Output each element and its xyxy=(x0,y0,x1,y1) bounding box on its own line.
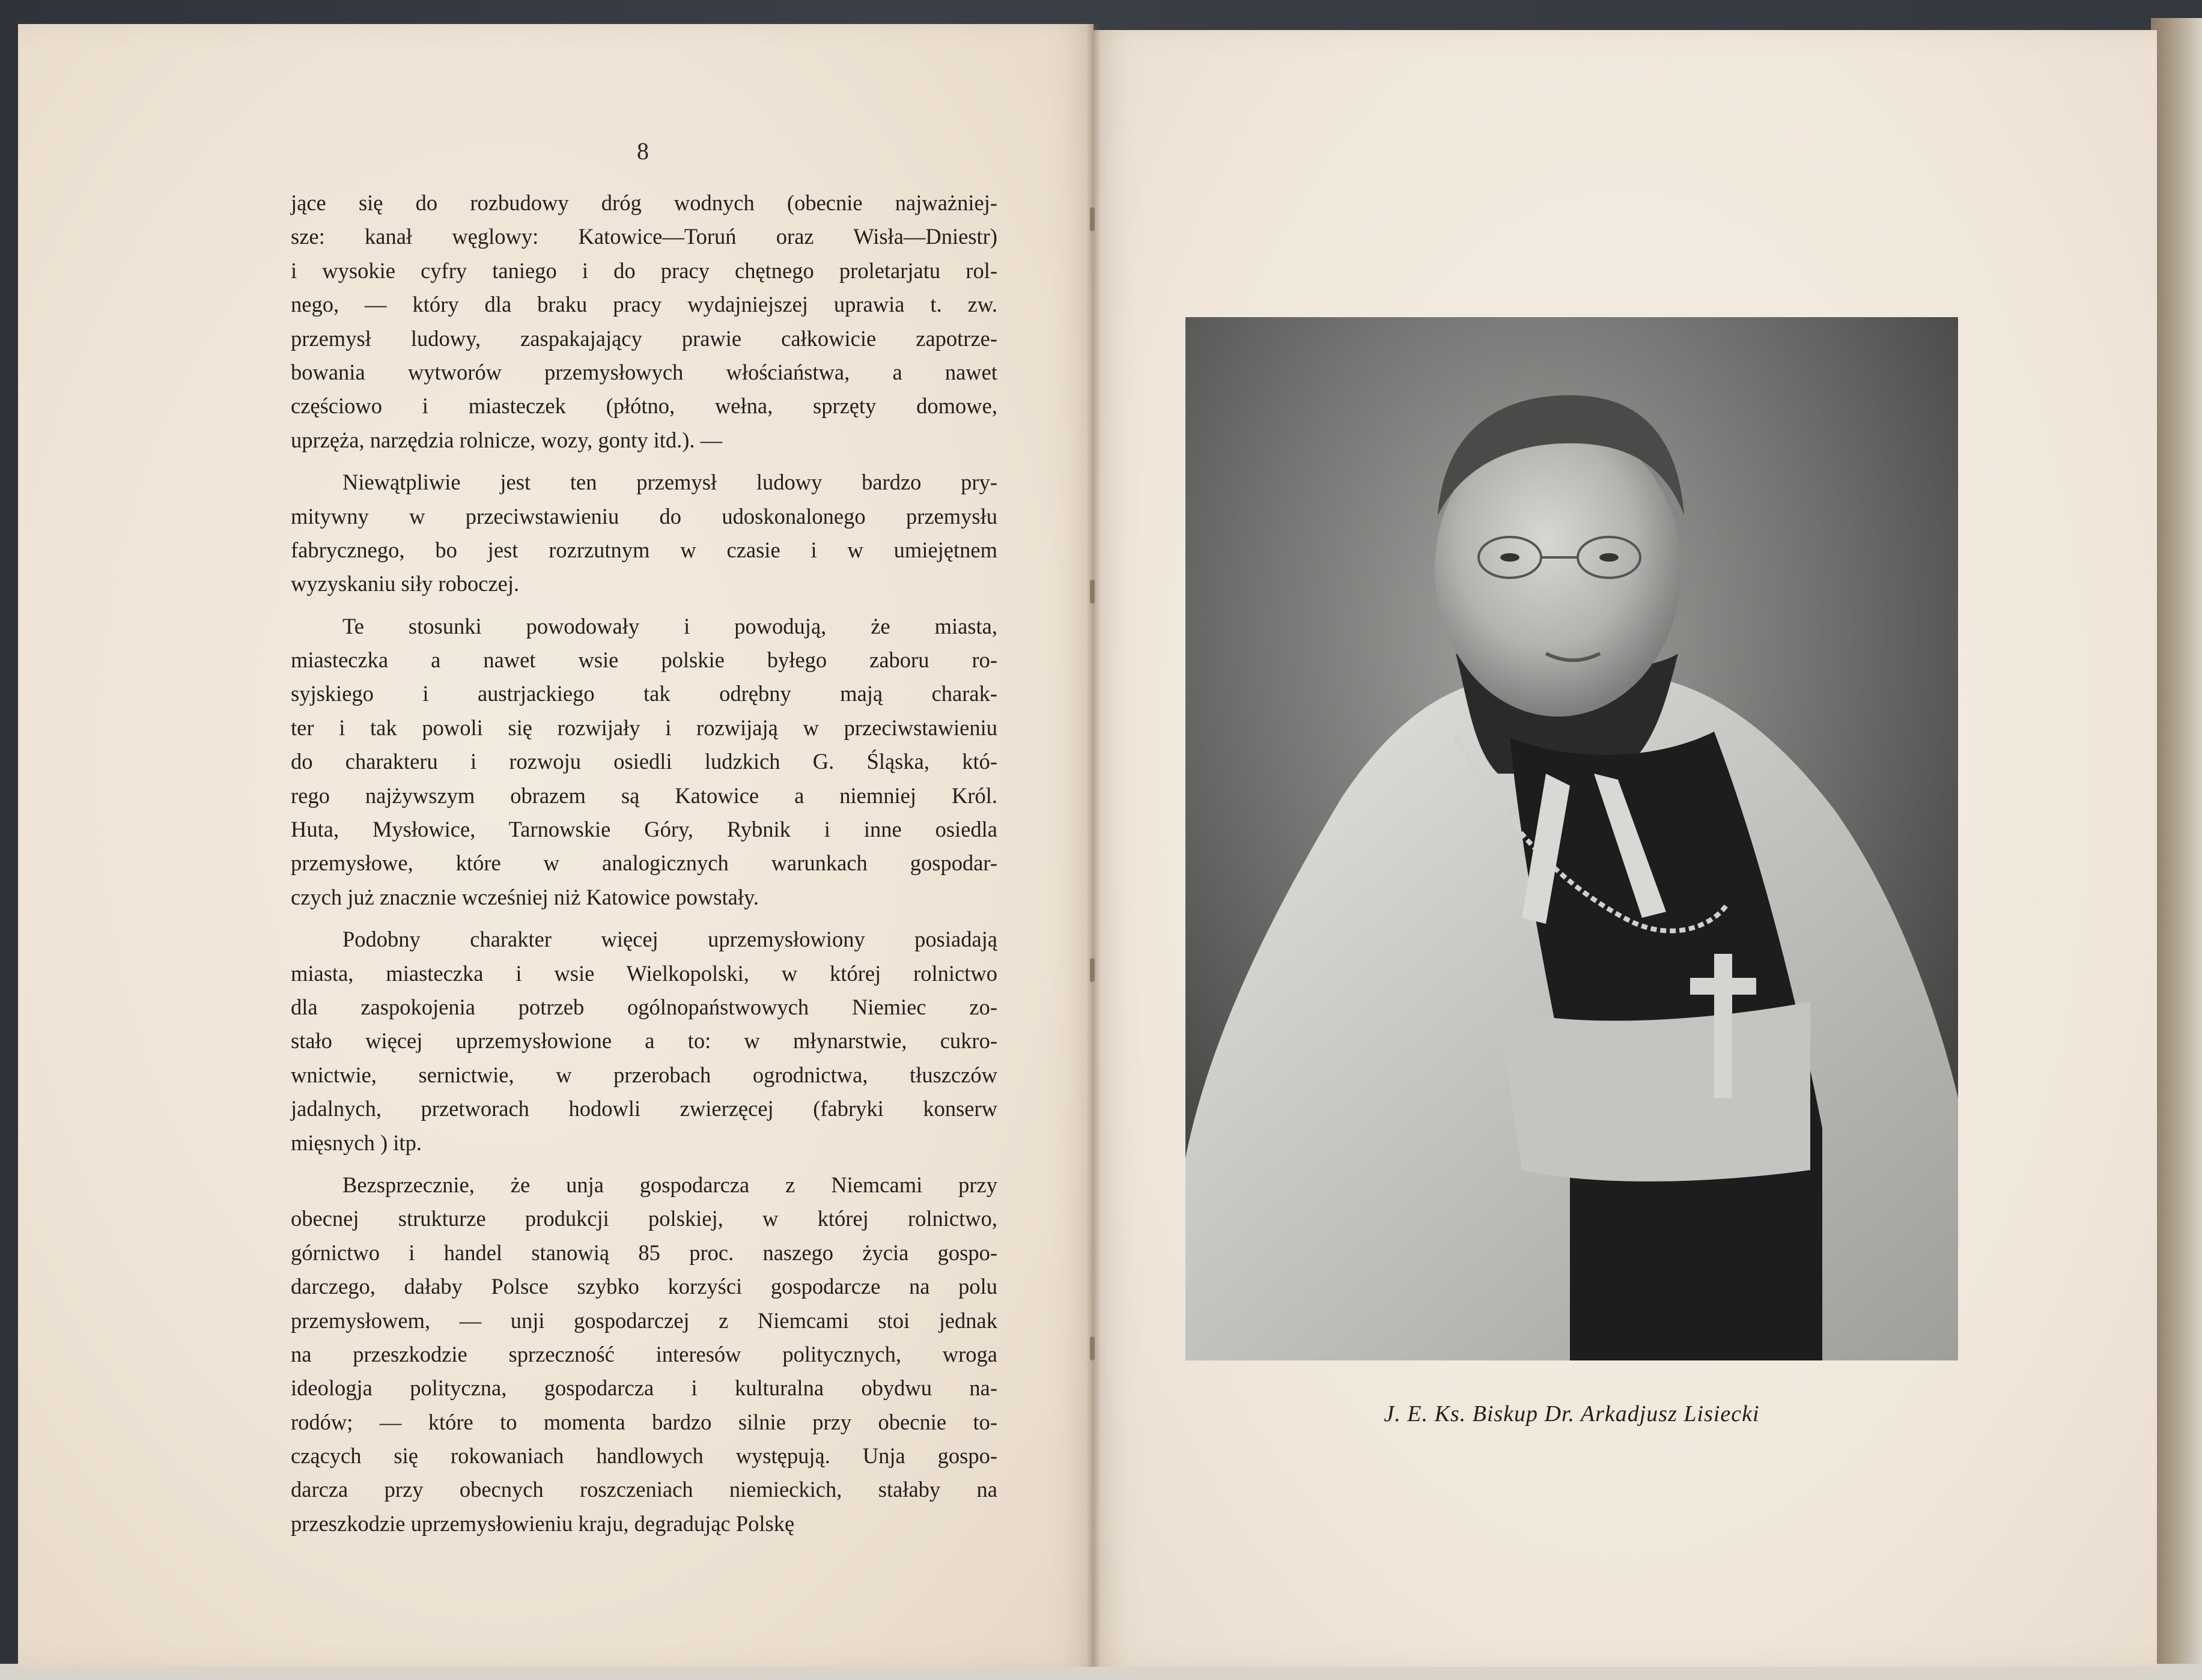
text-line: obecnej strukturze produkcji polskiej, w której rolnictwo, xyxy=(291,1206,997,1231)
text-line: ideologja polityczna, gospodarcza i kulturalna obydwu na- xyxy=(291,1375,997,1401)
text-line: stało więcej uprzemysłowione a to: w młynarstwie, cukro- xyxy=(291,1028,997,1054)
text-line: miasta, miasteczka i wsie Wielkopolski, w której rolnictwo xyxy=(291,960,997,986)
text-line: rego najżywszym obrazem są Katowice a niemniej Król. xyxy=(291,783,997,808)
text-line: jące się do rozbudowy dróg wodnych (obecnie najważniej- xyxy=(291,190,997,215)
text-line: jadalnych, przetworach hodowli zwierzęcej (fabryki konserw xyxy=(291,1096,997,1121)
text-line: do charakteru i rozwoju osiedli ludzkich G. Śląska, któ- xyxy=(291,749,997,774)
text-line: Te stosunki powodowały i powodują, że miasta, xyxy=(342,613,997,638)
page-number: 8 xyxy=(637,138,649,165)
text-line: czących się rokowaniach handlowych występują. Unja gospo- xyxy=(291,1443,997,1469)
text-line: wyzyskaniu siły roboczej. xyxy=(291,571,520,596)
text-line: sze: kanał węglowy: Katowice—Toruń oraz Wisła—Dniestr) xyxy=(291,224,997,249)
text-line: przemysł ludowy, zaspakajający prawie całkowicie zapotrze- xyxy=(291,326,997,351)
portrait-photo xyxy=(1185,317,1958,1360)
text-line: Niewątpliwie jest ten przemysł ludowy bardzo pry- xyxy=(342,470,997,495)
binding-stitch xyxy=(1090,207,1095,231)
cover-edge xyxy=(2151,18,2202,1680)
text-line: darczego, dałaby Polsce szybko korzyści gospodarcze na polu xyxy=(291,1274,997,1299)
binding-stitch xyxy=(1090,580,1095,604)
text-line: dla zaspokojenia potrzeb ogólnopaństwowych Niemiec zo- xyxy=(291,994,997,1019)
text-line: syjskiego i austrjackiego tak odrębny mają charak- xyxy=(291,681,997,706)
binding-stitch xyxy=(1090,958,1095,982)
text-line: fabrycznego, bo jest rozrzutnym w czasie i w umiejętnem xyxy=(291,537,997,562)
text-line: mięsnych ) itp. xyxy=(291,1130,422,1155)
text-line: i wysokie cyfry taniego i do pracy chętnego proletarjatu rol- xyxy=(291,258,997,283)
text-line: górnictwo i handel stanowią 85 proc. naszego życia gospo- xyxy=(291,1240,997,1265)
text-line: Huta, Mysłowice, Tarnowskie Góry, Rybnik i inne osiedla xyxy=(291,817,997,842)
text-line: przemysłowem, — unji gospodarczej z Niemcami stoi jednak xyxy=(291,1308,997,1333)
binding-stitch xyxy=(1090,1336,1095,1360)
text-line: rodów; — które to momenta bardzo silnie przy obecnie to- xyxy=(291,1409,997,1434)
text-line: wnictwie, sernictwie, w przerobach ogrodnictwa, tłuszczów xyxy=(291,1062,997,1087)
text-line: darcza przy obecnych roszczeniach niemieckich, stałaby na xyxy=(291,1477,997,1502)
text-line: mitywny w przeciwstawieniu do udoskonalonego przemysłu xyxy=(291,503,997,529)
text-line: uprzęża, narzędzia rolnicze, wozy, gonty itd.). — xyxy=(291,427,723,452)
text-line: bowania wytworów przemysłowych włościaństwa, a nawet xyxy=(291,359,997,384)
book-gutter xyxy=(1086,24,1101,1667)
text-line: Podobny charakter więcej uprzemysłowiony posiadają xyxy=(342,927,997,952)
text-line: czych już znacznie wcześniej niż Katowice powstały. xyxy=(291,884,759,909)
text-line: na przeszkodzie sprzeczność interesów politycznych, wroga xyxy=(291,1341,997,1366)
text-line: miasteczka a nawet wsie polskie byłego zaboru ro- xyxy=(291,647,997,673)
photo-caption: J. E. Ks. Biskup Dr. Arkadjusz Lisiecki xyxy=(1384,1401,1760,1427)
text-line: nego, — który dla braku pracy wydajniejszej uprawia t. zw. xyxy=(291,292,997,317)
text-line: ter i tak powoli się rozwijały i rozwijają w przeciwstawieniu xyxy=(291,715,997,740)
text-line: przeszkodzie uprzemysłowieniu kraju, degradując Polskę xyxy=(291,1511,795,1536)
text-line: częściowo i miasteczek (płótno, wełna, sprzęty domowe, xyxy=(291,393,997,419)
text-line: przemysłowe, które w analogicznych warunkach gospodar- xyxy=(291,851,997,876)
body-text xyxy=(291,186,997,1541)
text-line: Bezsprzecznie, że unja gospodarcza z Niemcami przy xyxy=(342,1172,997,1197)
